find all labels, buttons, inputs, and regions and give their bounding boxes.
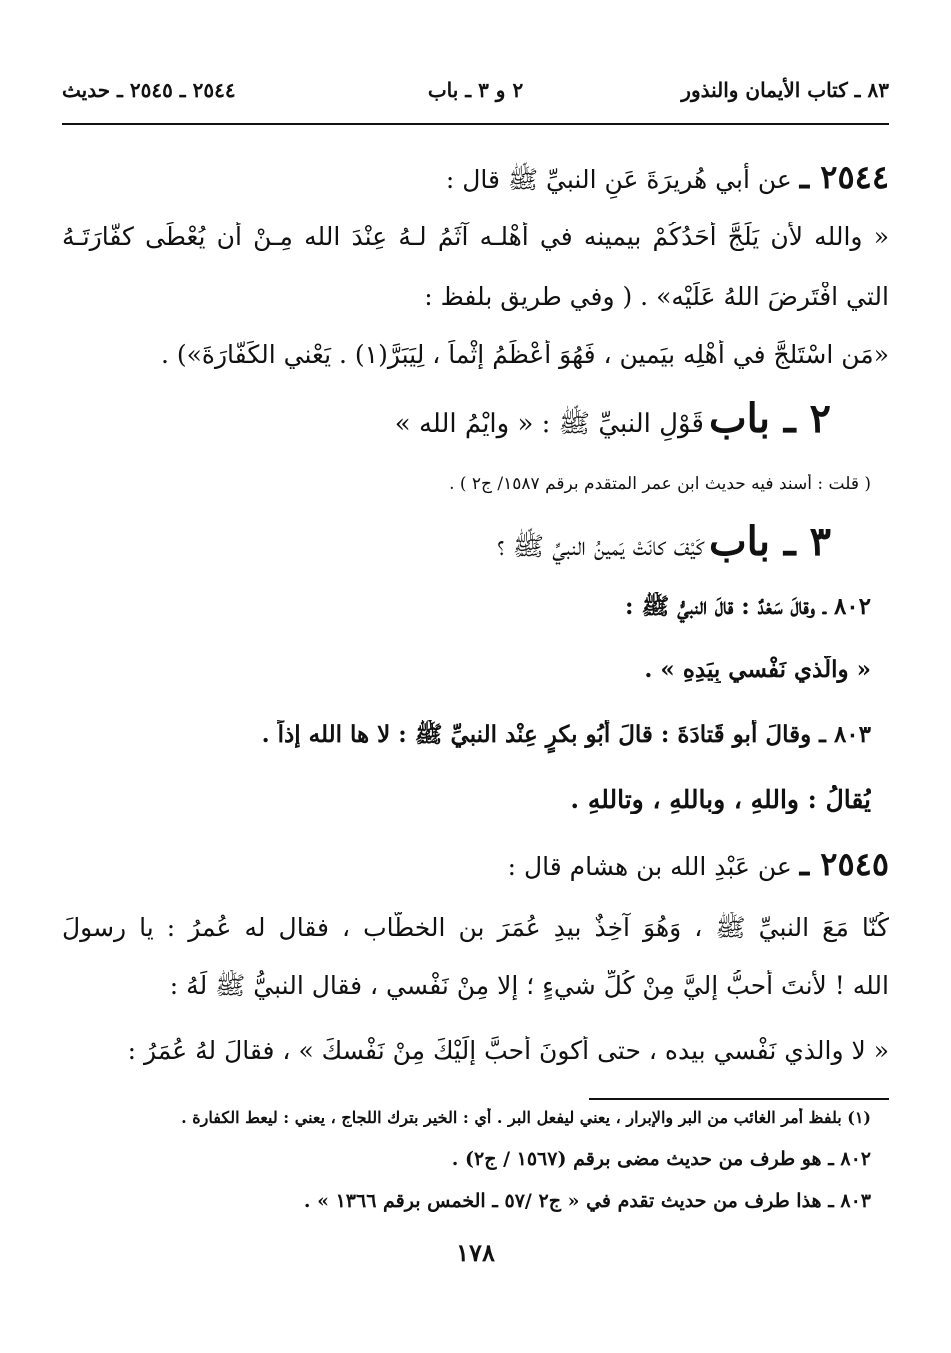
header-chapters: ٢ و ٣ ـ باب — [427, 78, 524, 102]
hadith-number: ٢٥٤٥ ـ — [799, 845, 889, 883]
bab-title: قَوْلِ النبيِّ ﷺ : « وايْمُ الله » — [394, 409, 704, 439]
athar-803-line-1: ٨٠٣ ـ وقالَ أَبو قَتادَةَ : قالَ أَبُو بكرٍ عِنْد النبيِّ ﷺ : لا ها الله إذاً . — [261, 721, 871, 748]
footnote-1: (١) بلفظ أمر الغائب من البر والإبرار ، يعني ليفعل البر . أي : الخير بترك اللجاج ، يعني : ليعط الكفارة . — [181, 1108, 871, 1127]
hadith-number: ٢٥٤٤ ـ — [799, 158, 889, 196]
bab-3-heading — [62, 518, 831, 568]
header-hadith-range: ٢٥٤٤ ـ ٢٥٤٥ ـ حديث — [62, 78, 236, 102]
running-header — [62, 78, 889, 110]
page-number: ١٧٨ — [456, 1238, 495, 1267]
athar-802-line-1: ٨٠٢ ـ وقالَ سَعْدٌ : قالَ النبيُّ ﷺ : — [624, 593, 871, 620]
bab-label: ٢ ـ باب — [708, 395, 831, 442]
hadith-2545-line-2: الله ! لأَنتَ أحبُّ إليَّ مِنْ كُلِّ شيءٍ ؛ إلا مِنْ نَفْسي ، فقال النبيُّ ﷺ لَهُ : — [169, 971, 889, 1000]
hadith-intro: عن أبي هُريرَةَ عَنِ النبيِّ ﷺ قال : — [445, 165, 792, 194]
hadith-2544-heading — [62, 158, 889, 201]
hadith-2544-line-1: « والله لأَن يَلَجَّ أَحَدُكُمْ بيمينه في أَهْلـه آثَمُ لـهُ عِنْدَ الله مِـنْ أن يُعْطَى كفّارَتَـهُ — [62, 222, 889, 251]
hadith-2545-line-1: كُنّا مَعَ النبيِّ ﷺ ، وَهُوَ آخِذٌ بيدِ عُمَرَ بن الخطّاب ، فقال له عُمرُ : يا رسولَ — [62, 913, 889, 942]
hadith-2545-heading — [62, 845, 889, 883]
athar-803-line-2: يُقالُ : واللهِ ، وباللهِ ، وتاللهِ . — [570, 785, 871, 814]
header-rule — [62, 123, 889, 125]
hadith-2544-line-3: «مَن اسْتَلجَّ في أَهْلِه بيَمينٍ ، فَهُوَ أَعْظَمُ إِثْماً ، لِيَبَرَّ(١) . يَعْني الكَفّارَةَ») . — [160, 340, 889, 369]
hadith-intro: عن عَبْدِ الله بن هشام قال : — [507, 852, 792, 881]
header-book-title: ٨٣ ـ كتاب الأيمان والنذور — [681, 78, 889, 102]
bab-2-heading — [62, 395, 831, 445]
footnote-803: ٨٠٣ ـ هذا طرف من حديث تقدم في « ج٢ /٥٧ ـ الخمس برقم ١٣٦٦ » . — [303, 1190, 871, 1212]
hadith-2545-line-3: « لا والذي نَفْسي بيده ، حتى أكونَ أحبَّ إِلَيْكَ مِنْ نَفْسكَ » ، فقالَ لهُ عُمَرُ : — [127, 1036, 889, 1065]
bab-2-note: ( قلت : أسند فيه حديث ابن عمر المتقدم برقم ١٥٨٧/ ج٢ ) . — [449, 474, 871, 494]
bab-title: كَيْفَ كانَتْ يَمينُ النبيِّ ﷺ ؟ — [497, 532, 704, 562]
hadith-2544-line-2: التي افْتَرضَ اللهُ عَلَيْه» . ( وفي طريق بلفظ : — [424, 282, 889, 311]
bab-label: ٣ ـ باب — [708, 518, 831, 565]
athar-802-line-2: « والَّذي نَفْسي بِيَدِهِ » . — [644, 656, 871, 683]
footnote-rule — [589, 1098, 889, 1100]
footnote-802: ٨٠٢ ـ هو طرف من حديث مضى برقم (١٥٦٧ / ج٢) . — [451, 1148, 871, 1170]
